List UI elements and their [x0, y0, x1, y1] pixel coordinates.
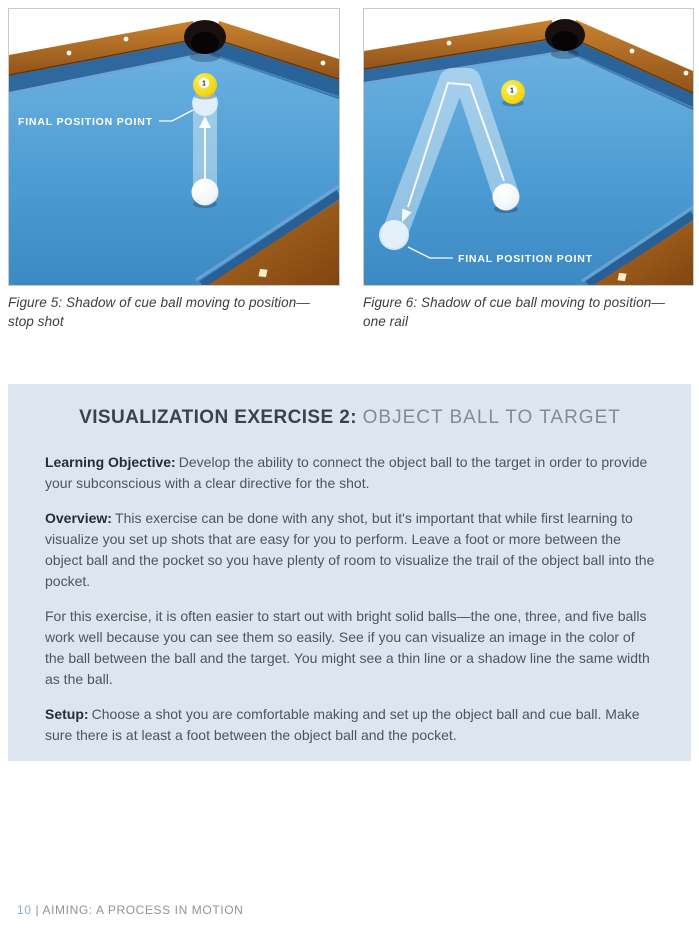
rail-sight — [447, 41, 452, 46]
rail-sight — [67, 51, 72, 56]
paragraph-overview — [45, 508, 655, 592]
page-number: 10 — [17, 903, 32, 917]
final-position-point-label: FINAL POSITION POINT — [458, 253, 593, 265]
cue-ball — [493, 184, 520, 211]
rail-sight — [124, 37, 129, 42]
final-position-point-label: FINAL POSITION POINT — [18, 116, 153, 128]
page-footer — [17, 903, 243, 917]
rail-sight — [684, 71, 689, 76]
pocket-hole — [552, 31, 578, 51]
footer-book-title: AIMING: A PROCESS IN MOTION — [42, 903, 244, 917]
paragraph-text: For this exercise, it is often easier to start out with bright solid balls—the one, three, and five balls work well because you can see them so easily. See if you can visualize an image in the color of the ball between the ball and the target. You might see a thin line or a shadow line the same width as the ball. — [45, 608, 650, 687]
visualization-exercise-box — [8, 384, 691, 761]
paragraph-lead: Setup: — [45, 706, 89, 722]
paragraph-setup — [45, 704, 655, 746]
figure-5-caption — [8, 293, 340, 331]
exercise-title-light: OBJECT BALL TO TARGET — [362, 407, 621, 428]
rail-sight — [630, 49, 635, 54]
figure-6-caption — [363, 293, 694, 331]
figure-6-image — [363, 8, 694, 286]
pocket-hole — [191, 32, 219, 54]
caption-line: Figure 6: Shadow of cue ball moving to position— — [363, 295, 665, 310]
figure-5-image — [8, 8, 340, 286]
paragraph-lead: Overview: — [45, 510, 112, 526]
paragraph-learning-objective — [45, 452, 655, 494]
paragraph-text: Develop the ability to connect the object ball to the target in order to provide your subconscious with a clear directive for the shot. — [45, 454, 648, 491]
object-ball-number: 1 — [510, 87, 514, 95]
exercise-title-bold: VISUALIZATION EXERCISE 2: — [79, 407, 357, 428]
ghost-ball-final-position — [379, 220, 409, 250]
object-ball-number: 1 — [202, 80, 206, 88]
cue-ball — [192, 179, 219, 206]
paragraph-text: Choose a shot you are comfortable making and set up the object ball and cue ball. Make sure there is at least a foot between the object ball and the pocket. — [45, 706, 640, 743]
paragraph-lead: Learning Objective: — [45, 454, 176, 470]
pool-table-one-rail-illustration — [364, 9, 693, 285]
caption-line: Figure 5: Shadow of cue ball moving to position— — [8, 295, 310, 310]
figure-5 — [8, 8, 340, 331]
paragraph-text: This exercise can be done with any shot, but it's important that while first learning to visualize you set up shots that are easy for you to perform. Leave a foot or more between the object ball and the pocket so you have plenty of room to visualize the trail of the object ball into the pocket. — [45, 510, 655, 589]
rail-sight — [321, 61, 326, 66]
exercise-title — [45, 405, 655, 431]
figure-6 — [363, 8, 694, 331]
paragraph-exercise-detail — [45, 606, 655, 690]
caption-line: stop shot — [8, 314, 64, 329]
footer-separator: | — [35, 903, 40, 917]
pool-table-stop-shot-illustration — [9, 9, 339, 285]
caption-line: one rail — [363, 314, 409, 329]
